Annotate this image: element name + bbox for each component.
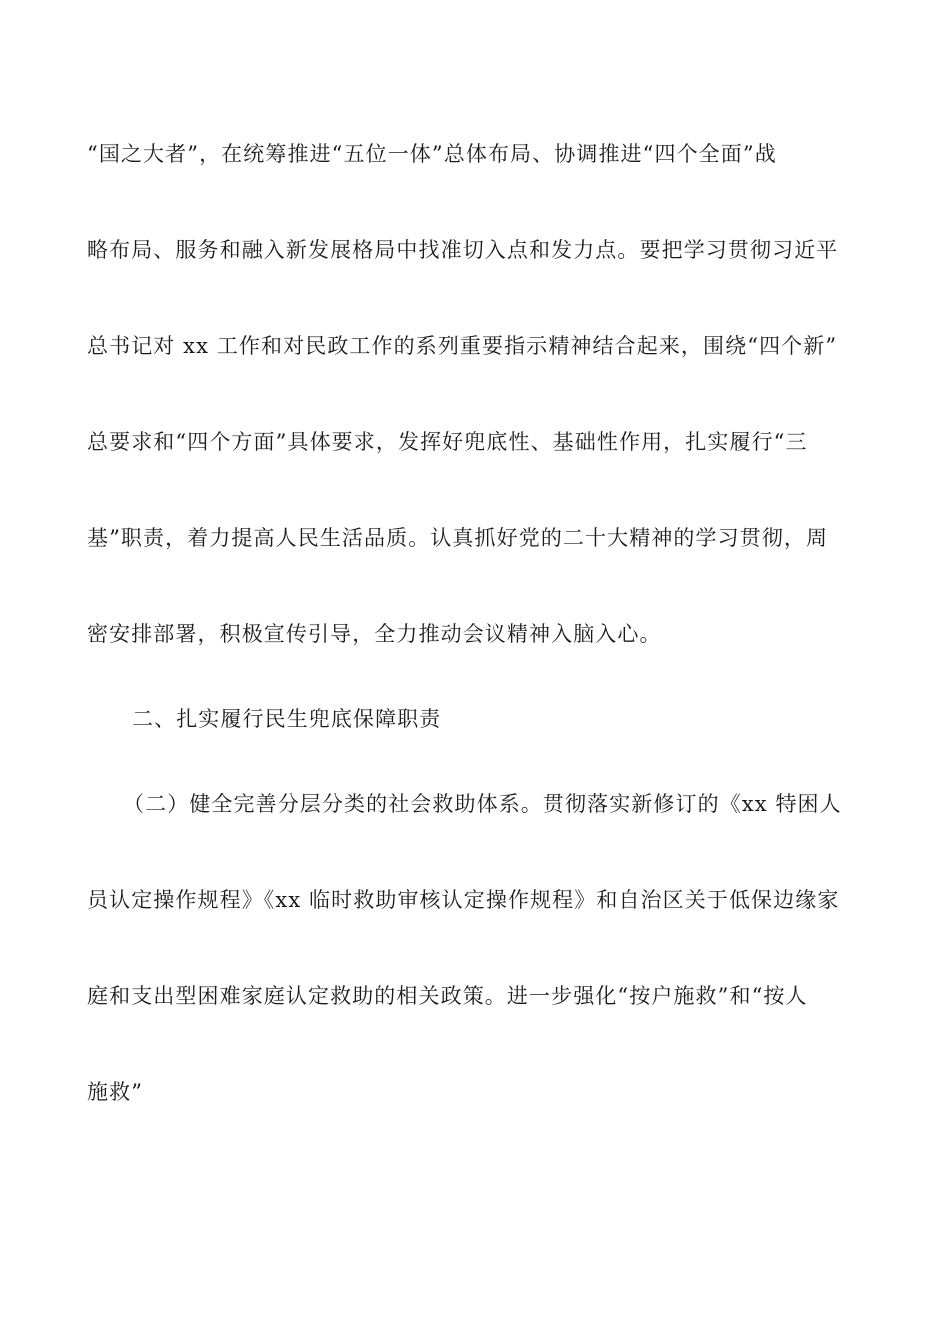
paragraph-line: （二）健全完善分层分类的社会救助体系。贯彻落实新修订的《xx 特困人 bbox=[123, 792, 842, 816]
paragraph-line: 总书记对 xx 工作和对民政工作的系列重要指示精神结合起来，围绕“四个新” bbox=[87, 334, 838, 358]
paragraph-line: 基”职责，着力提高人民生活品质。认真抓好党的二十大精神的学习贯彻，周 bbox=[87, 526, 829, 550]
paragraph-line: 略布局、服务和融入新发展格局中找准切入点和发力点。要把学习贯彻习近平 bbox=[87, 238, 839, 262]
paragraph-line: 庭和支出型困难家庭认定救助的相关政策。进一步强化“按户施救”和“按人 bbox=[87, 984, 808, 1008]
paragraph-line: 员认定操作规程》《xx 临时救助审核认定操作规程》和自治区关于低保边缘家 bbox=[87, 888, 840, 912]
paragraph-line: “国之大者”，在统筹推进“五位一体”总体布局、协调推进“四个全面”战 bbox=[87, 142, 777, 166]
paragraph-line: 密安排部署，积极宣传引导，全力推动会议精神入脑入心。 bbox=[87, 622, 662, 646]
section-heading: 二、扎实履行民生兜底保障职责 bbox=[132, 707, 442, 731]
paragraph-line: 总要求和“四个方面”具体要求，发挥好兜底性、基础性作用，扎实履行“三 bbox=[87, 430, 808, 454]
paragraph-line: 施救” bbox=[87, 1080, 144, 1104]
